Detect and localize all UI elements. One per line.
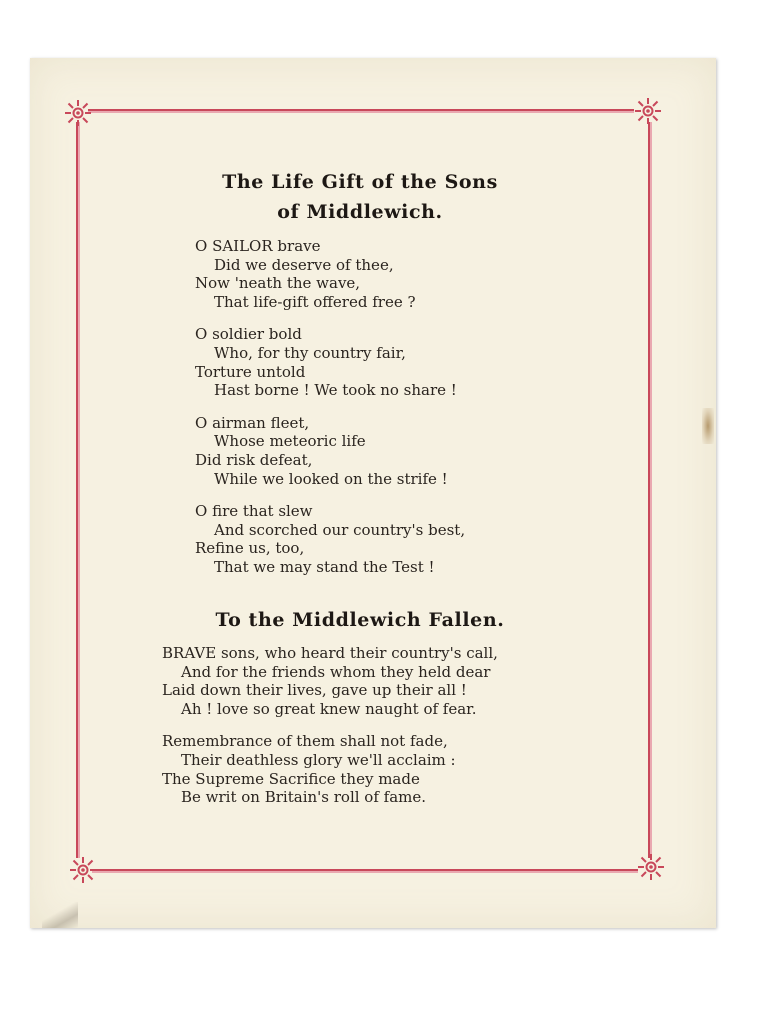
- poem-body: [195, 237, 465, 577]
- verse-line: Torture untold: [195, 362, 306, 381]
- corner-ornament-icon: [63, 98, 93, 128]
- verse-line: Did we deserve of thee,: [214, 255, 394, 274]
- border-bottom: [92, 869, 638, 871]
- verse-line: That life-gift offered free ?: [214, 292, 416, 311]
- folded-corner: [42, 902, 78, 928]
- stanza-gap: [195, 488, 465, 502]
- verse-line: O airman fleet,: [195, 413, 310, 432]
- verse-line: O fire that slew: [195, 502, 313, 521]
- verse-line: BRAVE sons, who heard their country's call,: [162, 644, 498, 662]
- stanza: [162, 644, 498, 718]
- poem-title-line: of Middlewich.: [277, 201, 443, 223]
- poem-body: [162, 644, 498, 807]
- stanza-gap: [162, 718, 498, 732]
- corner-ornament-icon: [68, 855, 98, 885]
- stanza: [195, 237, 465, 311]
- stanza-gap: [195, 400, 465, 414]
- verse-line: O SAILOR brave: [195, 237, 321, 255]
- poem-title: To the Middlewich Fallen.: [215, 609, 505, 631]
- verse-line: The Supreme Sacrifice they made: [162, 769, 420, 788]
- stanza-gap: [195, 311, 465, 325]
- verse-line: Remembrance of them shall not fade,: [162, 732, 448, 751]
- verse-line: And for the friends whom they held dear: [181, 662, 491, 681]
- verse-line: Their deathless glory we'll acclaim :: [181, 750, 456, 769]
- verse-line: That we may stand the Test !: [214, 557, 435, 576]
- verse-line: Laid down their lives, gave up their all !: [162, 681, 467, 700]
- border-right: [648, 122, 650, 858]
- stanza: [195, 502, 465, 576]
- border-top: [88, 109, 634, 111]
- verse-line: Ah ! love so great knew naught of fear.: [181, 699, 477, 718]
- corner-ornament-icon: [636, 852, 666, 882]
- poem-title-line: The Life Gift of the Sons: [222, 171, 498, 193]
- verse-line: Whose meteoric life: [214, 432, 366, 451]
- age-stain: [702, 408, 714, 444]
- border-left: [76, 122, 78, 858]
- verse-line: While we looked on the strife !: [214, 469, 448, 488]
- verse-line: Hast borne ! We took no share !: [214, 381, 457, 400]
- verse-line: And scorched our country's best,: [214, 520, 466, 539]
- verse-line: Be writ on Britain's roll of fame.: [181, 788, 427, 807]
- verse-line: Refine us, too,: [195, 539, 305, 558]
- poem-title: [120, 167, 600, 227]
- stanza: [162, 732, 498, 806]
- verse-line: Did risk defeat,: [195, 450, 313, 469]
- stanza: [195, 414, 465, 488]
- corner-ornament-icon: [633, 96, 663, 126]
- stanza: [195, 325, 465, 399]
- verse-line: Who, for thy country fair,: [214, 343, 406, 362]
- verse-line: O soldier bold: [195, 325, 302, 344]
- verse-line: Now 'neath the wave,: [195, 274, 361, 293]
